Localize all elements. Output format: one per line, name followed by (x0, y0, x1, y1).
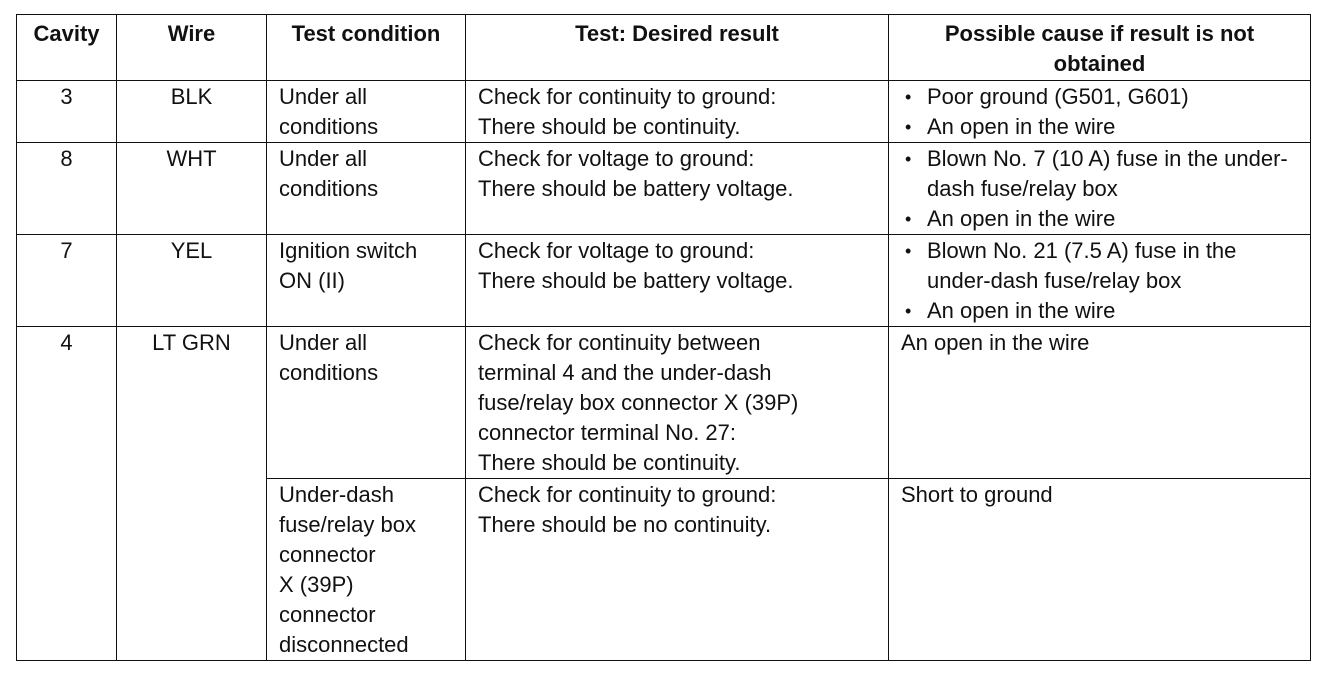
table-header-row (17, 15, 1311, 81)
test-condition-line: fuse/relay box (279, 512, 416, 537)
table-row (17, 235, 1311, 327)
desired-result-line: fuse/relay box connector X (39P) (478, 390, 799, 415)
cause-item: • Blown No. 7 (10 A) fuse in the under-dash fuse/relay box (901, 144, 1298, 204)
header-test-condition: Test condition (267, 15, 466, 81)
cause-item: • An open in the wire (901, 296, 1298, 326)
test-condition-cell (267, 235, 466, 327)
desired-result-line: There should be battery voltage. (478, 176, 794, 201)
desired-result-line: Check for continuity to ground: (478, 482, 777, 507)
cavity-cell: 8 (17, 143, 117, 235)
desired-result-line: There should be no continuity. (478, 512, 772, 537)
cause-list (901, 82, 1298, 142)
cause-item: • Poor ground (G501, G601) (901, 82, 1298, 112)
possible-cause-cell (889, 235, 1311, 327)
desired-result-line: Check for continuity to ground: (478, 84, 777, 109)
cavity-cell: 3 (17, 81, 117, 143)
test-condition-cell (267, 81, 466, 143)
test-condition-line: conditions (279, 176, 379, 201)
table-row (17, 327, 1311, 479)
connector-test-table (16, 14, 1311, 661)
desired-result-line: There should be continuity. (478, 114, 741, 139)
test-condition-line: connector (279, 542, 376, 567)
desired-result-line: Check for voltage to ground: (478, 238, 755, 263)
desired-result-cell (466, 327, 889, 479)
desired-result-line: There should be battery voltage. (478, 268, 794, 293)
cause-item: • An open in the wire (901, 112, 1298, 142)
cause-list (901, 144, 1298, 234)
cause-item: • Blown No. 21 (7.5 A) fuse in the under-dash fuse/relay box (901, 236, 1298, 296)
cause-list (901, 236, 1298, 326)
cause-item: • An open in the wire (901, 204, 1298, 234)
table-row (17, 143, 1311, 235)
desired-result-cell (466, 235, 889, 327)
desired-result-line: Check for voltage to ground: (478, 146, 755, 171)
test-condition-cell (267, 479, 466, 661)
test-condition-line: Under all (279, 330, 368, 355)
test-condition-line: conditions (279, 114, 379, 139)
test-condition-line: conditions (279, 360, 379, 385)
wire-cell: WHT (117, 143, 267, 235)
test-condition-line: Under all (279, 146, 368, 171)
cavity-cell: 7 (17, 235, 117, 327)
header-wire: Wire (117, 15, 267, 81)
desired-result-line: Check for continuity between (478, 330, 761, 355)
table-row (17, 81, 1311, 143)
wire-cell: LT GRN (117, 327, 267, 661)
desired-result-cell (466, 143, 889, 235)
test-condition-line: Under-dash (279, 482, 394, 507)
header-desired-result: Test: Desired result (466, 15, 889, 81)
desired-result-line: connector terminal No. 27: (478, 420, 737, 445)
test-condition-line: Under all (279, 84, 368, 109)
possible-cause-cell: Short to ground (889, 479, 1311, 661)
test-condition-cell (267, 327, 466, 479)
possible-cause-cell (889, 81, 1311, 143)
cavity-cell: 4 (17, 327, 117, 661)
desired-result-cell (466, 479, 889, 661)
test-condition-line: Ignition switch (279, 238, 418, 263)
wire-cell: YEL (117, 235, 267, 327)
test-condition-line: connector (279, 602, 376, 627)
header-cavity: Cavity (17, 15, 117, 81)
possible-cause-cell: An open in the wire (889, 327, 1311, 479)
test-condition-cell (267, 143, 466, 235)
desired-result-line: There should be continuity. (478, 450, 741, 475)
possible-cause-cell (889, 143, 1311, 235)
test-condition-line: ON (II) (279, 268, 345, 293)
desired-result-line: terminal 4 and the under-dash (478, 360, 772, 385)
test-condition-line: X (39P) (279, 572, 354, 597)
desired-result-cell (466, 81, 889, 143)
header-possible-cause: Possible cause if result is not obtained (889, 15, 1311, 81)
wire-cell: BLK (117, 81, 267, 143)
test-condition-line: disconnected (279, 632, 409, 657)
